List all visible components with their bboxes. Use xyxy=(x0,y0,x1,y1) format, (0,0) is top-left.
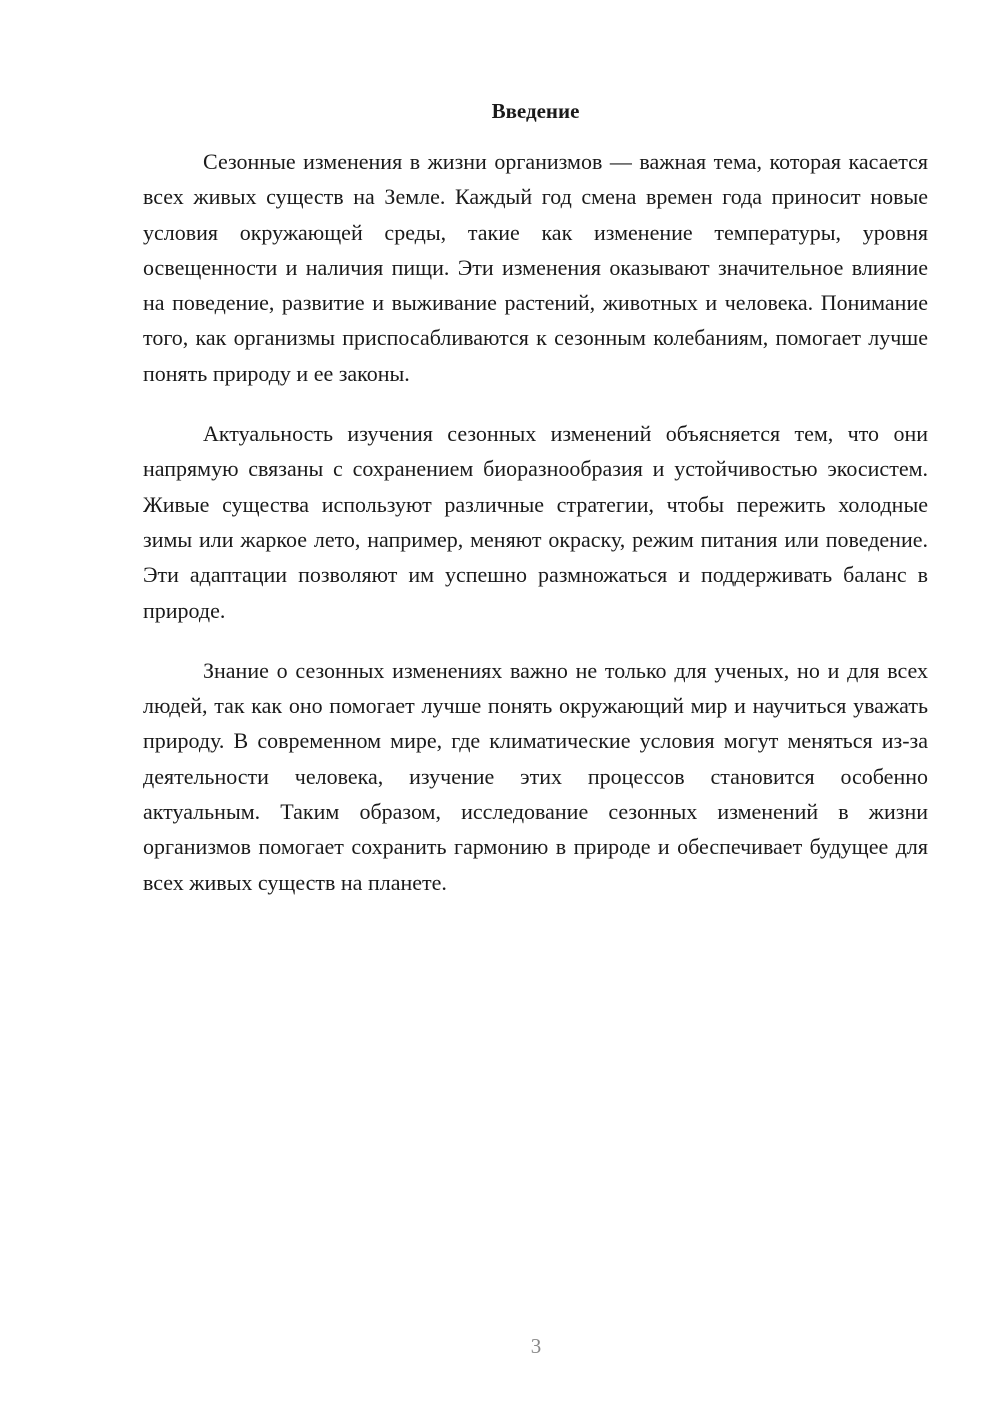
section-title: Введение xyxy=(491,99,580,123)
page-number: 3 xyxy=(530,1334,542,1358)
paragraph-relevance: Актуальность изучения сезонных изменений объясняется тем, что они напрямую связаны с сохранением биоразнообразия и устойчивостью экосистем. Живые существа используют различные стратегии, чтобы пережить холодные зимы или жаркое лето, например, меняют окраску, режим питания или поведение. Эти адаптации позволяют им успешно размножаться и поддерживать баланс в природе. xyxy=(143,421,928,623)
paragraph-importance: Знание о сезонных изменениях важно не только для ученых, но и для всех людей, так как оно помогает лучше понять окружающий мир и научиться уважать природу. В современном мире, где климатические условия могут меняться из-за деятельности человека, изучение этих процессов становится особенно актуальным. Таким образом, исследование сезонных изменений в жизни организмов помогает сохранить гармонию в природе и обеспечивает будущее для всех живых существ на планете. xyxy=(143,657,928,895)
body-text xyxy=(143,144,928,925)
paragraph-intro: Сезонные изменения в жизни организмов — важная тема, которая касается всех живых существ на Земле. Каждый год смена времен года приносит новые условия окружающей среды, такие как изменение температуры, уровня освещенности и наличия пищи. Эти изменения оказывают значительное влияние на поведение, развитие и выживание растений, животных и человека. Понимание того, как организмы приспосабливаются к сезонным колебаниям, помогает лучше понять природу и ее законы. xyxy=(143,149,928,386)
